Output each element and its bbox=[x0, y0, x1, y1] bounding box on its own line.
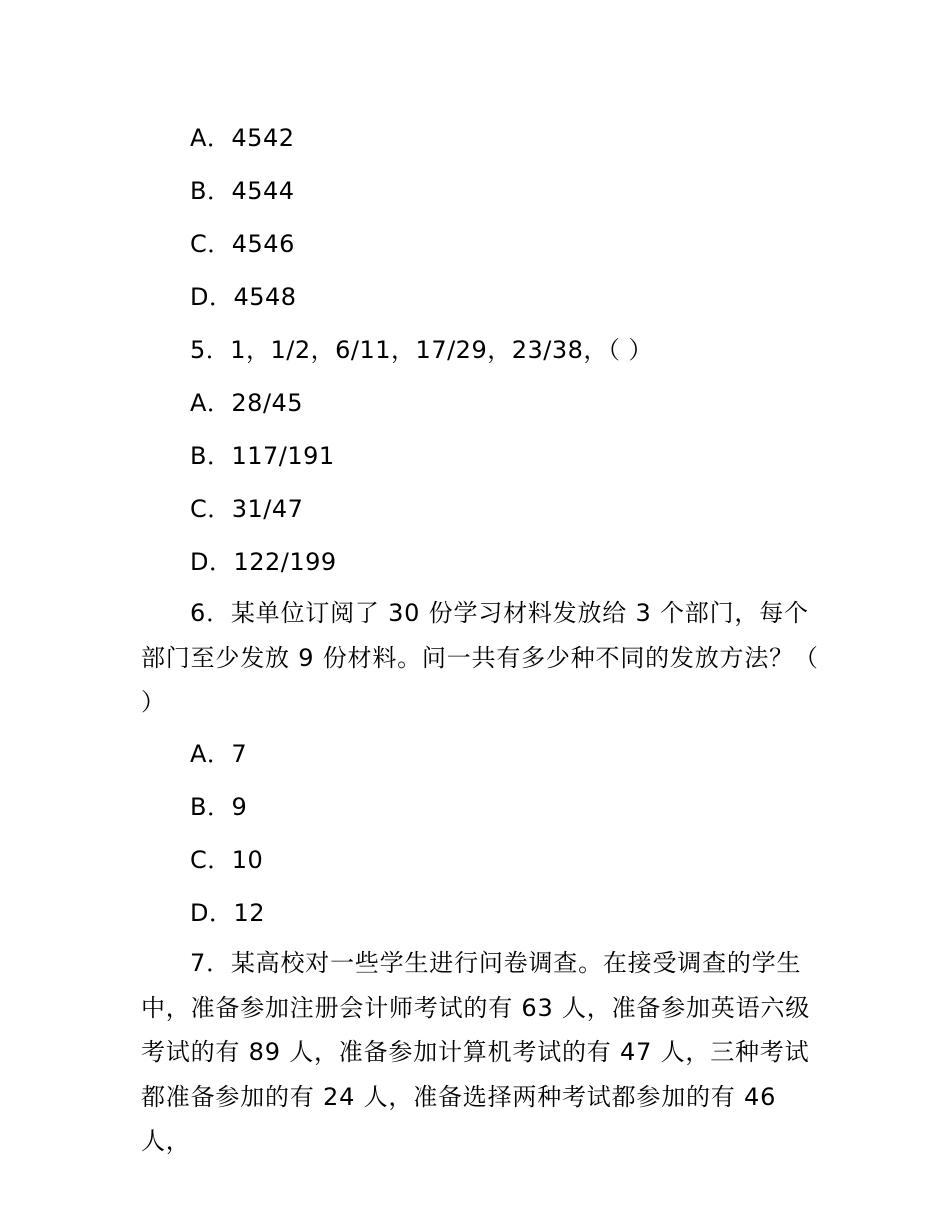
q5-option-c: C．31/47 bbox=[190, 495, 304, 523]
q4-option-d: D．4548 bbox=[190, 283, 297, 311]
q5-option-b: B．117/191 bbox=[190, 442, 335, 470]
q6-option-c: C．10 bbox=[190, 846, 264, 874]
q6-option-a: A．7 bbox=[190, 740, 248, 768]
q5-question: 5．1，1/2，6/11，17/29，23/38，（ ） bbox=[190, 336, 654, 364]
q5-option-d: D．122/199 bbox=[190, 548, 337, 576]
q7-question: 7．某高校对一些学生进行问卷调查。在接受调查的学生中，准备参加注册会计师考试的有 63 人，准备参加英语六级考试的有 89 人，准备参加计算机考试的有 47 人，三种考试都准备参加的有 24 人，准备选择两种考试都参加的有 46 人， bbox=[141, 949, 810, 1155]
q4-option-a: A．4542 bbox=[190, 124, 295, 152]
q6-option-b: B．9 bbox=[190, 793, 248, 821]
q6-question: 6．某单位订阅了 30 份学习材料发放给 3 个部门，每个部门至少发放 9 份材料。问一共有多少种不同的发放方法？（ ） bbox=[141, 599, 819, 716]
q6-option-d: D．12 bbox=[190, 899, 266, 927]
q4-option-c: C．4546 bbox=[190, 230, 295, 258]
q5-option-a: A．28/45 bbox=[190, 389, 304, 417]
q4-option-b: B．4544 bbox=[190, 177, 295, 205]
